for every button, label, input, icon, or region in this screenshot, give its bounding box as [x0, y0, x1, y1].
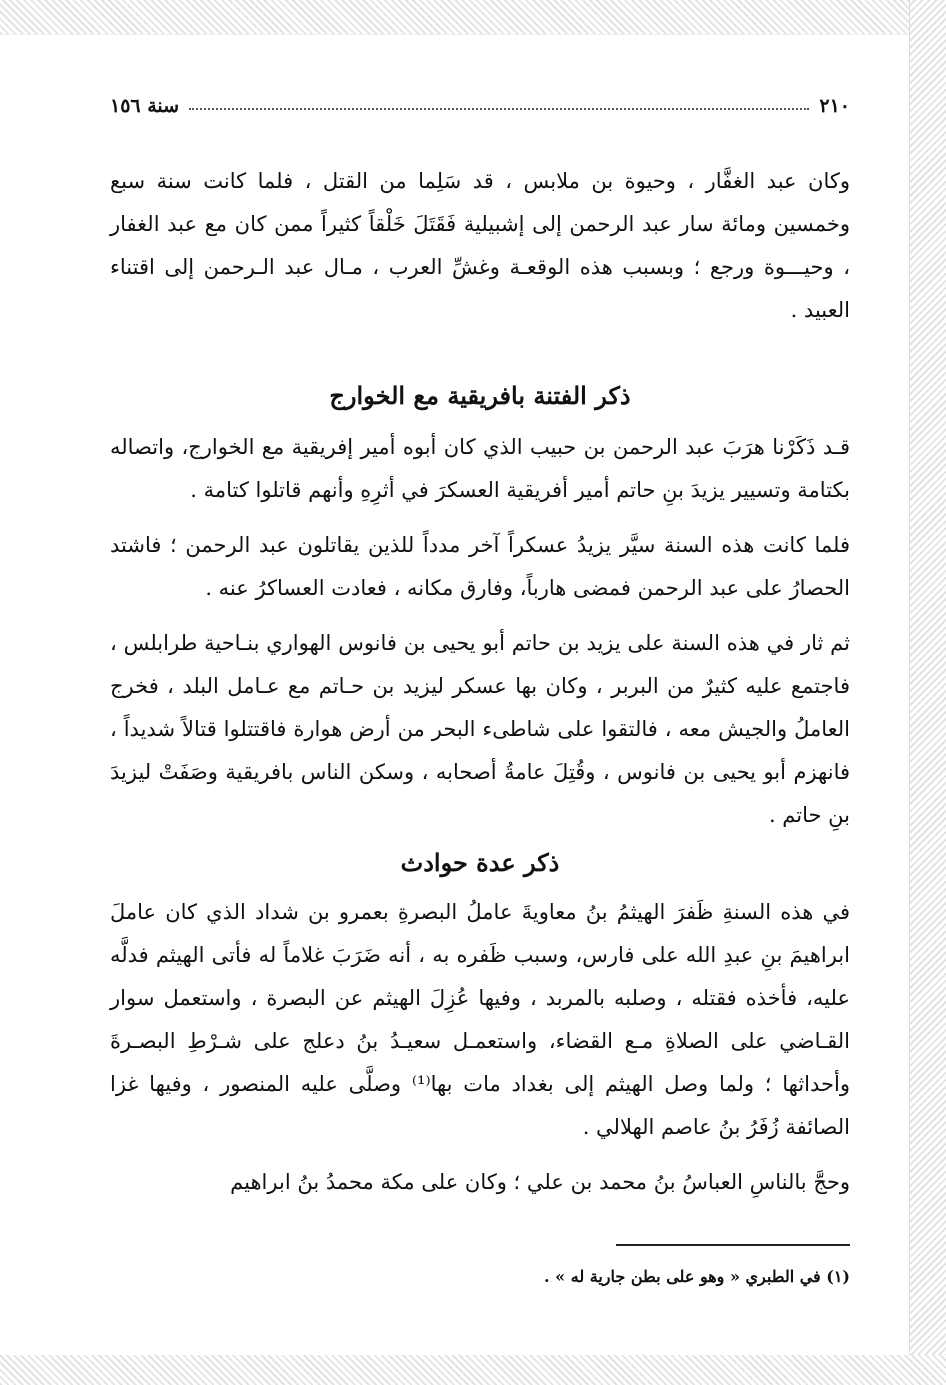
scan-edge-top [0, 0, 946, 35]
page-number: ٢١٠ [819, 95, 850, 117]
paragraph-6: وحجَّ بالناسِ العباسُ بنُ محمد بن علي ؛ وكان على مكة محمدُ بنُ ابراهيم [230, 1170, 850, 1194]
scan-edge-right [909, 0, 946, 1385]
paragraph-4: ثم ثار في هذه السنة على يزيد بن حاتم أبو يحيى بن فانوس الهواري بنـاحية طرابلس ، فاجتمع عليه كثيرٌ من البربر ، وكان بها عسكر ليزيد بن حـاتم مع عـامل البلد ، فخرج العاملُ والجيش معه ، فالتقوا على شاطىء البحر من أرض هوارة فاقتتلوا قتالاً شديداً ، فانهزم أبو يحيى بن فانوس ، وقُتِلَ عامةُ أصحابه ، وسكن الناس بافريقية وصَفَتْ ليزيدَ بنِ حاتم . [110, 631, 850, 827]
section-heading-events: ذكر عدة حوادث [400, 848, 560, 877]
running-head [110, 92, 850, 120]
paragraph-1: وكان عبد الغفَّار ، وحيوة بن ملابس ، قد سَلِما من القتل ، فلما كانت سنة سبع وخمسين ومائة سار عبد الرحمن إلى إشبيلية فَقَتَلَ خَلْقاً كثيراً ممن كان مع عبد الغفار ، وحيـــوة ورجع ؛ وبسبب هذه الوقعـة وغشِّ العرب ، مـال عبد الـرحمن إلى اقتناء العبيد . [110, 169, 850, 322]
paragraph-5: في هذه السنةِ ظَفرَ الهيثمُ بنُ معاويةَ عاملُ البصرةِ بعمرو بن شداد الذي كان عاملَ ابراهيمَ بنِ عبدِ الله على فارس، وسبب ظَفره به ، أنه ضَرَبَ غلاماً له فأتى الهيثم فدلَّه عليه، فأخذه فقتله ، وصلبه بالمربد ، وفيها عُزِلَ الهيثم عن البصرة ، واستعمل سوار القـاضي على الصلاةِ مـع القضاء، واستعمـل سعيـدُ بنُ دعلج على شـرْطِ البصـرةَ وأحداثها ؛ ولما وصل الهيثم إلى بغداد مات بها⁽¹⁾ وصلَّى عليه المنصور ، وفيها غزا الصائفة زُفَرُ بنُ عاصم الهلالي . [110, 900, 850, 1139]
paragraph-3: فلما كانت هذه السنة سيَّر يزيدُ عسكراً آخر مدداً للذين يقاتلون عبد الرحمن ؛ فاشتد الحصارُ على عبد الرحمن فمضى هارباً، وفارق مكانه ، فعادت العساكرُ عنه . [110, 533, 850, 600]
header-dotted-rule [189, 108, 809, 110]
footnote-rule [616, 1244, 850, 1246]
year-label: سنة ١٥٦ [110, 95, 180, 117]
section-heading-fitna: ذكر الفتنة بافريقية مع الخوارج [329, 381, 631, 410]
scan-edge-bottom [0, 1355, 946, 1385]
book-page [110, 92, 850, 1292]
paragraph-2: قـد ذَكَرْنا هرَبَ عبد الرحمن بن حبيب الذي كان أبوه أمير إفريقية مع الخوارج، واتصاله بكتامة وتسيير يزيدَ بنِ حاتم أمير أفريقية العسكرَ في أثرِهِ وأنهم قاتلوا كتامة . [110, 435, 850, 502]
footnote: (١) في الطبري « وهو على بطن جارية له » . [544, 1267, 850, 1286]
